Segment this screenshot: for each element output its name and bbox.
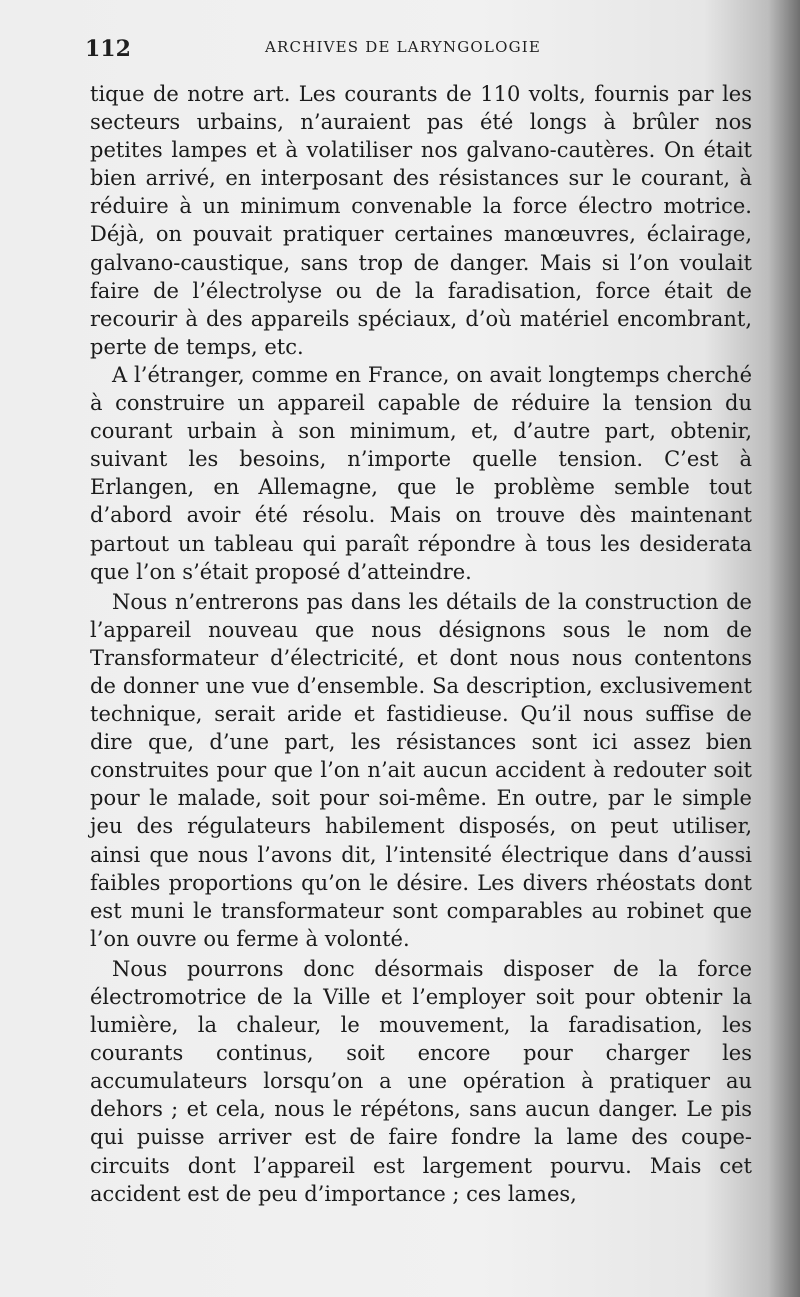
page-number: 112 [85,36,131,62]
paragraph: A l’étranger, comme en France, on avait longtemps cherché à construire un appareil capable de réduire la tension du courant urbain à son minimum, et, d’autre part, obtenir, suivant les besoins, n’importe quelle tension. C’est à Erlangen, en Allemagne, que le problème semble tout d’abord avoir été résolu. Mais on trouve dès maintenant partout un tableau qui paraît répondre à tous les desiderata que l’on s’était proposé d’atteindre. [90,362,752,584]
journal-title: ARCHIVES DE LARYNGOLOGIE [265,38,542,56]
paragraph: Nous pourrons donc désormais disposer de la force électromotrice de la Ville et l’employer soit pour obtenir la lumière, la chaleur, le mouvement, la faradisation, les courants continus, soit encore pour charger les accumulateurs lorsqu’on a une opération à pratiquer au dehors ; et cela, nous le répétons, sans aucun danger. Le pis qui puisse arriver est de faire fondre la lame des coupe-circuits dont l’appareil est largement pourvu. Mais cet accident est de peu d’importance ; ces lames, [90,956,752,1206]
body-text [90,80,752,1208]
running-header [85,36,750,62]
paragraph: Nous n’entrerons pas dans les détails de la construction de l’appareil nouveau que nous désignons sous le nom de Transformateur d’électricité, et dont nous nous contentons de donner une vue d’ensemble. Sa description, exclusivement technique, serait aride et fastidieuse. Qu’il nous suffise de dire que, d’une part, les résistances sont ici assez bien construites pour que l’on n’ait aucun accident à redouter soit pour le malade, soit pour soi-même. En outre, par le simple jeu des régulateurs habilement disposés, on peut utiliser, ainsi que nous l’avons dit, l’intensité électrique dans d’aussi faibles proportions qu’on le désire. Les divers rhéostats dont est muni le transformateur sont comparables au robinet que l’on ouvre ou ferme à volonté. [90,589,752,951]
paragraph: tique de notre art. Les courants de 110 volts, fournis par les secteurs urbains, n’auraient pas été longs à brûler nos petites lampes et à volatiliser nos galvano-cautères. On était bien arrivé, en interposant des résistances sur le courant, à réduire à un minimum convenable la force électro motrice. Déjà, on pouvait pratiquer certaines manœuvres, éclairage, galvano-caustique, sans trop de danger. Mais si l’on voulait faire de l’électrolyse ou de la faradisation, force était de recourir à des appareils spéciaux, d’où matériel encombrant, perte de temps, etc. [90,82,752,359]
